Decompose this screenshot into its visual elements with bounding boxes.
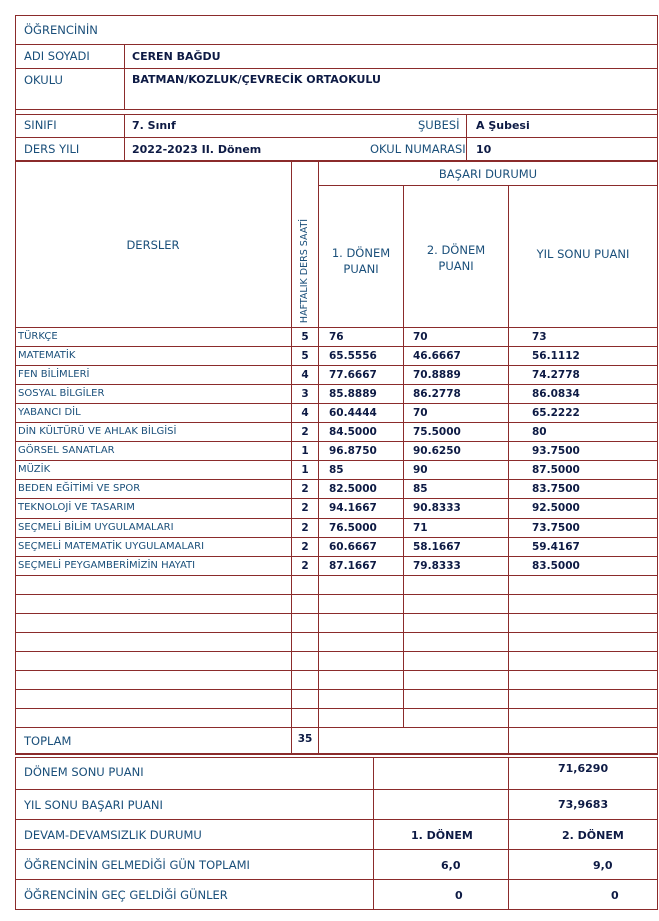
- success-header: BAŞARI DURUMU: [438, 167, 538, 181]
- row-divider: [15, 327, 658, 328]
- term-end-value: 71,6290: [558, 762, 609, 775]
- hours-header: HAFTALIK DERS SAATİ: [299, 218, 310, 324]
- weekly-hours: 2: [301, 502, 309, 514]
- subject-name: TEKNOLOJİ VE TASARIM: [18, 502, 135, 513]
- term2-score: 71: [413, 522, 428, 534]
- row-divider: [15, 403, 658, 404]
- divider: [466, 114, 467, 161]
- row-divider: [15, 460, 658, 461]
- absent-days-term2: 9,0: [593, 859, 613, 872]
- branch-label: ŞUBESİ: [418, 118, 460, 132]
- year-end-score: 83.5000: [532, 560, 580, 572]
- attendance-label: DEVAM-DEVAMSIZLIK DURUMU: [24, 828, 202, 842]
- year-label: DERS YILI: [24, 142, 80, 156]
- school-name: BATMAN/KOZLUK/ÇEVRECİK ORTAOKULU: [132, 73, 381, 86]
- absent-days-label: ÖĞRENCİNİN GELMEDİĞİ GÜN TOPLAMI: [24, 858, 250, 872]
- row-divider: [15, 651, 658, 652]
- divider: [124, 114, 125, 161]
- class-label: SINIFI: [24, 118, 57, 132]
- term1-score: 85: [329, 464, 344, 476]
- weekly-hours: 4: [301, 407, 309, 419]
- year-end-score: 73: [532, 331, 547, 343]
- row-divider: [15, 708, 658, 709]
- row-divider: [15, 518, 658, 519]
- subject-name: FEN BİLİMLERİ: [18, 369, 90, 380]
- divider: [15, 114, 658, 115]
- year-end-score: 74.2778: [532, 369, 580, 381]
- total-label: TOPLAM: [24, 734, 72, 748]
- divider: [15, 68, 658, 69]
- subject-name: MÜZİK: [18, 464, 51, 475]
- weekly-hours: 2: [301, 541, 309, 553]
- term2-score: 90.8333: [413, 502, 461, 514]
- row-divider: [15, 594, 658, 595]
- divider: [318, 185, 658, 186]
- row-divider: [15, 575, 658, 576]
- divider: [15, 137, 658, 138]
- row-divider: [15, 422, 658, 423]
- row-divider: [15, 537, 658, 538]
- year-end-score: 56.1112: [532, 350, 580, 362]
- year-end-score: 80: [532, 426, 547, 438]
- year-end-score: 93.7500: [532, 445, 580, 457]
- divider: [508, 757, 509, 910]
- term-end-label: DÖNEM SONU PUANI: [24, 765, 144, 779]
- late-days-term1: 0: [455, 889, 463, 902]
- weekly-hours: 2: [301, 522, 309, 534]
- school-label: OKULU: [24, 73, 63, 87]
- class-value: 7. Sınıf: [132, 119, 176, 132]
- divider: [318, 161, 319, 755]
- divider: [15, 109, 658, 110]
- subject-name: SOSYAL BİLGİLER: [18, 388, 105, 399]
- row-divider: [15, 613, 658, 614]
- section-title: ÖĞRENCİNİN: [24, 23, 98, 37]
- term2-score: 75.5000: [413, 426, 461, 438]
- divider: [15, 849, 658, 850]
- term2-score: 79.8333: [413, 560, 461, 572]
- weekly-hours: 5: [301, 331, 309, 343]
- student-info-table: [15, 15, 658, 161]
- row-divider: [15, 727, 658, 728]
- year-end-score: 73.7500: [532, 522, 580, 534]
- attendance-term2: 2. DÖNEM: [562, 829, 624, 842]
- row-divider: [15, 346, 658, 347]
- term1-score: 82.5000: [329, 483, 377, 495]
- term1-score: 60.6667: [329, 541, 377, 553]
- term1-score: 96.8750: [329, 445, 377, 457]
- subject-name: MATEMATİK: [18, 350, 76, 361]
- term1-score: 76.5000: [329, 522, 377, 534]
- term2-score: 86.2778: [413, 388, 461, 400]
- term2-score: 85: [413, 483, 428, 495]
- year-end-score: 83.7500: [532, 483, 580, 495]
- weekly-hours: 1: [301, 464, 309, 476]
- weekly-hours: 1: [301, 445, 309, 457]
- year-end-value: 73,9683: [558, 798, 609, 811]
- term1-score: 85.8889: [329, 388, 377, 400]
- row-divider: [15, 365, 658, 366]
- divider: [403, 185, 404, 728]
- weekly-hours: 2: [301, 426, 309, 438]
- row-divider: [15, 441, 658, 442]
- row-divider: [15, 670, 658, 671]
- row-divider: [15, 632, 658, 633]
- subject-name: BEDEN EĞİTİMİ VE SPOR: [18, 483, 141, 494]
- subject-name: TÜRKÇE: [18, 331, 58, 342]
- term2-score: 70: [413, 331, 428, 343]
- weekly-hours: 3: [301, 388, 309, 400]
- term2-score: 90.6250: [413, 445, 461, 457]
- divider: [15, 879, 658, 880]
- term2-header: 2. DÖNEM PUANI: [426, 243, 486, 273]
- term2-score: 58.1667: [413, 541, 461, 553]
- name-label: ADI SOYADI: [24, 49, 90, 63]
- year-end-score: 65.2222: [532, 407, 580, 419]
- weekly-hours: 2: [301, 483, 309, 495]
- row-divider: [15, 556, 658, 557]
- divider: [291, 161, 292, 755]
- term2-score: 90: [413, 464, 428, 476]
- year-value: 2022-2023 II. Dönem: [132, 143, 262, 156]
- term1-score: 94.1667: [329, 502, 377, 514]
- row-divider: [15, 479, 658, 480]
- subject-name: DİN KÜLTÜRÜ VE AHLAK BİLGİSİ: [18, 426, 177, 437]
- late-days-label: ÖĞRENCİNİN GEÇ GELDİĞİ GÜNLER: [24, 888, 228, 902]
- row-divider: [15, 689, 658, 690]
- absent-days-term1: 6,0: [441, 859, 461, 872]
- subject-name: YABANCI DİL: [18, 407, 81, 418]
- total-hours: 35: [297, 733, 313, 745]
- term1-score: 60.4444: [329, 407, 377, 419]
- subject-name: SEÇMELİ MATEMATİK UYGULAMALARI: [18, 541, 205, 552]
- subject-name: SEÇMELİ BİLİM UYGULAMALARI: [18, 522, 174, 533]
- divider: [373, 757, 374, 910]
- divider: [15, 44, 658, 45]
- subjects-header: DERSLER: [126, 238, 180, 252]
- year-end-label: YIL SONU BAŞARI PUANI: [24, 798, 163, 812]
- year-end-header: YIL SONU PUANI: [536, 247, 630, 261]
- school-number-label: OKUL NUMARASI: [370, 142, 466, 156]
- subject-name: GÖRSEL SANATLAR: [18, 445, 115, 456]
- late-days-term2: 0: [611, 889, 619, 902]
- year-end-score: 87.5000: [532, 464, 580, 476]
- year-end-score: 59.4167: [532, 541, 580, 553]
- divider: [15, 819, 658, 820]
- term2-score: 70.8889: [413, 369, 461, 381]
- weekly-hours: 2: [301, 560, 309, 572]
- term1-header: 1. DÖNEM PUANI: [331, 246, 391, 276]
- school-number-value: 10: [476, 143, 492, 156]
- student-name: CEREN BAĞDU: [132, 50, 221, 63]
- term1-score: 77.6667: [329, 369, 377, 381]
- divider: [15, 789, 658, 790]
- subject-name: SEÇMELİ PEYGAMBERİMİZİN HAYATI: [18, 560, 196, 571]
- branch-value: A Şubesi: [476, 119, 530, 132]
- weekly-hours: 5: [301, 350, 309, 362]
- weekly-hours: 4: [301, 369, 309, 381]
- term1-score: 84.5000: [329, 426, 377, 438]
- term1-score: 87.1667: [329, 560, 377, 572]
- term1-score: 76: [329, 331, 344, 343]
- term2-score: 46.6667: [413, 350, 461, 362]
- attendance-term1: 1. DÖNEM: [411, 829, 473, 842]
- row-divider: [15, 498, 658, 499]
- row-divider: [15, 753, 658, 754]
- term2-score: 70: [413, 407, 428, 419]
- year-end-score: 86.0834: [532, 388, 580, 400]
- divider: [124, 44, 125, 109]
- term1-score: 65.5556: [329, 350, 377, 362]
- row-divider: [15, 384, 658, 385]
- year-end-score: 92.5000: [532, 502, 580, 514]
